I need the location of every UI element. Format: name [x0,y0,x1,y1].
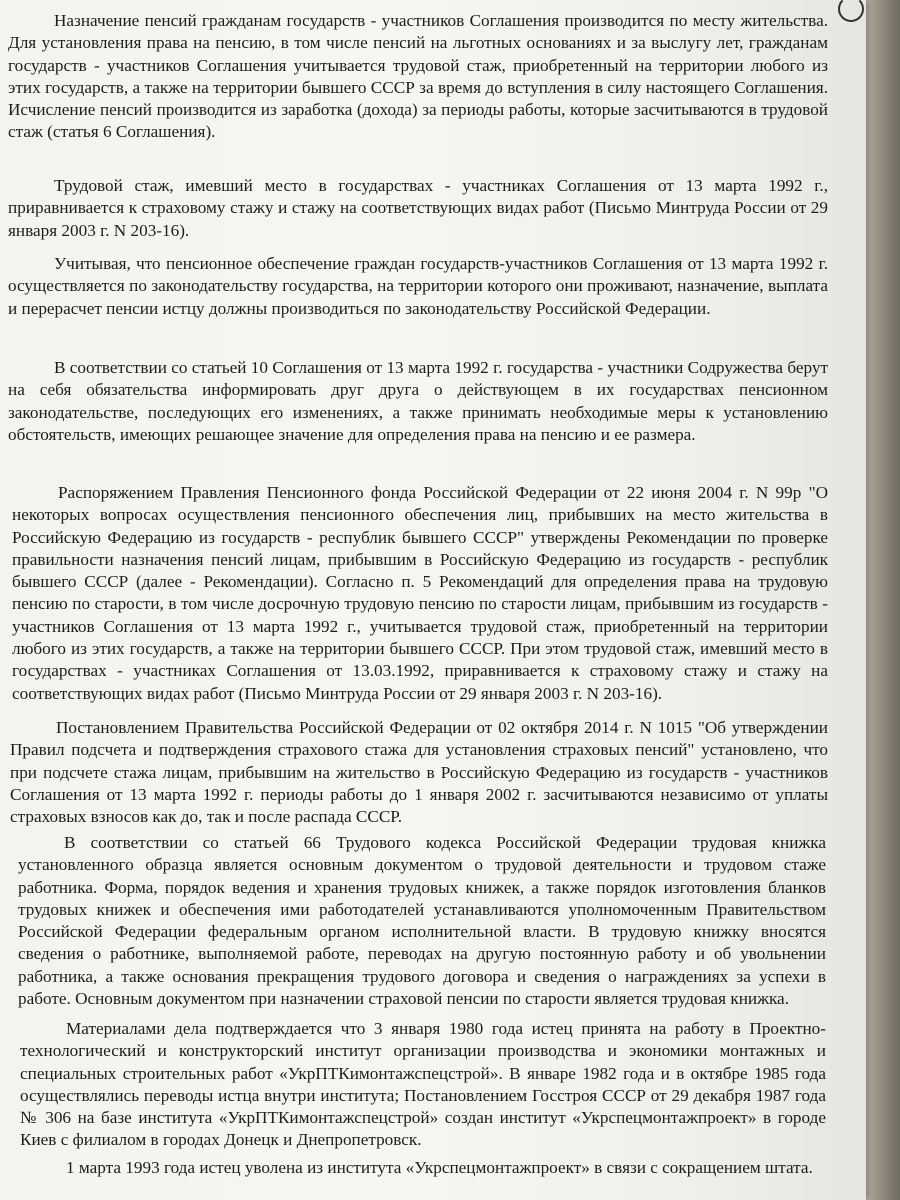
paragraph-article-10: В соответствии со статьей 10 Соглашения от 13 марта 1992 г. государства - участники Содружества берут на себя обязательства информировать друг друга о действующем в их государствах пенсионном законодательстве, последующих его изменениях, а также принимать необходимые меры к установлению обстоятельств, имеющих решающее значение для определения права на пенсию и ее размера. [8,358,828,444]
paragraph-case-materials: Материалами дела подтверждается что 3 января 1980 года истец принята на работу в Проектно-технологический и конструкторский институт организации производства и экономики монтажных и специальных строительных работ «УкрПТКимонтажспецстрой». В январе 1982 года и в октябре 1985 года осуществлялись переводы истца внутри института; Постановлением Госстроя СССР от 29 декабря 1987 года № 306 на базе института «УкрПТКимонтажспецстрой» создан институт «Укрспецмонтажпроект» в городе Киев с филиалом в городах Донецк и Днепропетровск. [20,1019,826,1150]
paragraph-pension-assignment: Назначение пенсий гражданам государств - участников Соглашения производится по месту жительства. Для установления права на пенсию, в том числе пенсий на льготных основаниях и за выслугу лет, гражданам государств - участников Соглашения учитывается трудовой стаж, приобретенный на территории любого из этих государств, а также на территории бывшего СССР за время до вступления в силу настоящего Соглашения. Исчисление пенсий производится из заработка (дохода) за периоды работы, которые засчитываются в трудовой стаж (статья 6 Соглашения). [8,11,828,142]
paragraph-dismissal: 1 марта 1993 года истец уволена из института «Укрспецмонтажпроект» в связи с сокращением штата. [66,1158,813,1177]
paragraph-labor-code-article-66: В соответствии со статьей 66 Трудового кодекса Российской Федерации трудовая книжка установленного образца является основным документом о трудовой деятельности и трудовом стаже работника. Форма, порядок ведения и хранения трудовых книжек, а также порядок изготовления бланков трудовых книжек и обеспечения ими работодателей устанавливаются уполномоченным Правительством Российской Федерации федеральным органом исполнительной власти. В трудовую книжку вносятся сведения о работнике, выполняемой работе, переводах на другую постоянную работу и об увольнении работника, а также основания прекращения трудового договора и сведения о награждениях за успехи в работе. Основным документом при назначении страховой пенсии по старости является трудовая книжка. [18,833,826,1009]
paragraph-pension-fund-order: Распоряжением Правления Пенсионного фонда Российской Федерации от 22 июня 2004 г. N 99р "О некоторых вопросах осуществления пенсионного обеспечения лиц, прибывших на место жительства в Российскую Федерацию из государств - республик бывшего СССР" утверждены Рекомендации по проверке правильности назначения пенсий лицам, прибывшим в Российскую Федерацию из государств - республик бывшего СССР (далее - Рекомендации). Согласно п. 5 Рекомендаций для определения права на трудовую пенсию по старости, в том числе досрочную трудовую пенсию по старости лицам, прибывшим из государств - участников Соглашения от 13 марта 1992 г., учитывается трудовой стаж, приобретенный на территории любого из этих государств, а также на территории бывшего СССР. При этом трудовой стаж, имевший место в государствах - участниках Соглашения от 13.03.1992, приравнивается к страховому стажу и стажу на соответствующих видах работ (Письмо Минтруда России от 29 января 2003 г. N 203-16). [12,483,828,703]
paragraph-work-experience-equivalence: Трудовой стаж, имевший место в государствах - участниках Соглашения от 13 марта 1992 г., приравнивается к страховому стажу и стажу на соответствующих видах работ (Письмо Минтруда России от 29 января 2003 г. N 203-16). [8,176,828,240]
paragraph-legislation-applicability: Учитывая, что пенсионное обеспечение граждан государств-участников Соглашения от 13 марта 1992 г. осуществляется по законодательству государства, на территории которого они проживают, назначение, выплата и перерасчет пенсии истцу должны производиться по законодательству Российской Федерации. [8,254,828,318]
paragraph-government-resolution: Постановлением Правительства Российской Федерации от 02 октября 2014 г. N 1015 "Об утверждении Правил подсчета и подтверждения страхового стажа для установления страховых пенсий" установлено, что при подсчете стажа лицам, прибывшим на жительство в Российскую Федерацию из государств - участников Соглашения от 13 марта 1992 г. периоды работы до 1 января 2002 г. засчитываются независимо от уплаты страховых взносов как до, так и после распада СССР. [10,718,828,827]
